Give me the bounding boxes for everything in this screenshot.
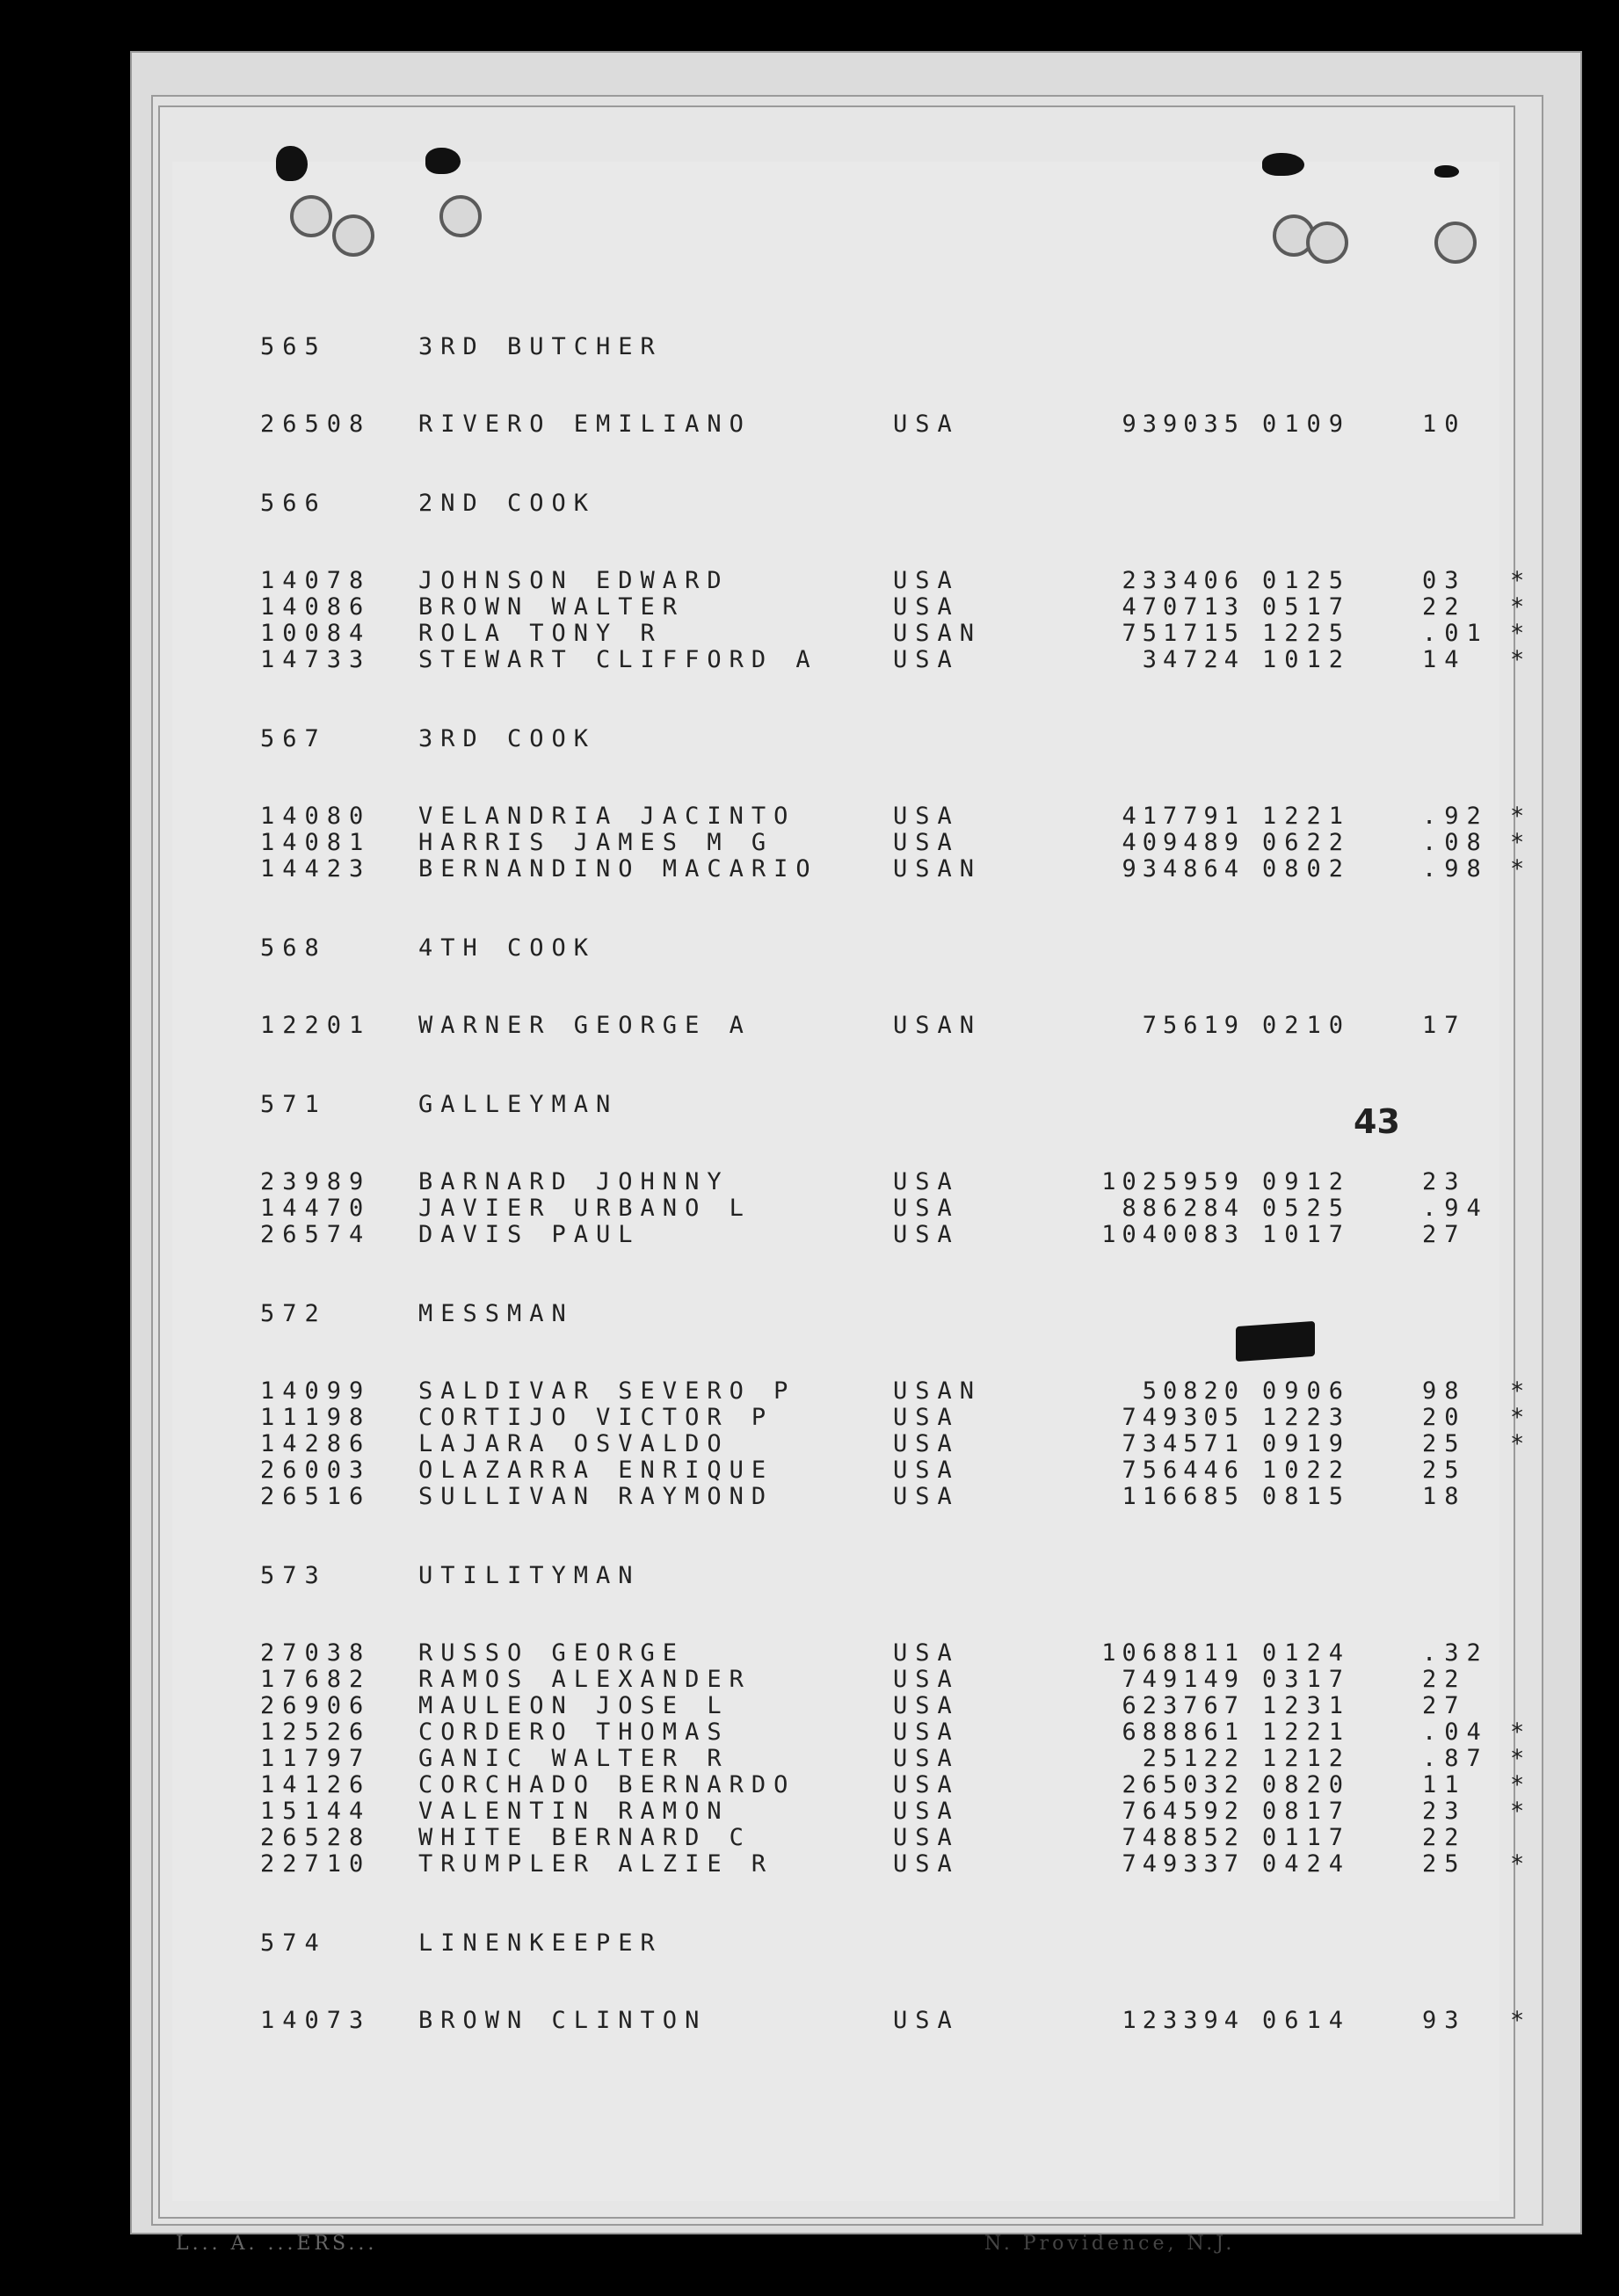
date-code: 0117	[1262, 1824, 1352, 1851]
document-number: 1068811	[1101, 1639, 1245, 1667]
crew-name: WHITE BERNARD C	[418, 1824, 751, 1851]
footer-stamp-right: N. Providence, N.J.	[984, 2233, 1236, 2255]
crew-id: 14126	[260, 1771, 372, 1798]
crew-name: LAJARA OSVALDO	[418, 1430, 730, 1457]
citizenship: USA	[893, 829, 960, 856]
citizenship: USAN	[893, 1377, 983, 1405]
section-code: 571	[260, 1091, 327, 1118]
value: 22	[1422, 593, 1467, 621]
punch-hole	[290, 195, 332, 237]
date-code: 0517	[1262, 593, 1352, 621]
flag-mark: *	[1510, 855, 1525, 883]
value: 23	[1422, 1168, 1467, 1195]
value: 18	[1422, 1483, 1467, 1510]
document-number: 265032	[1122, 1771, 1245, 1798]
document-number: 749337	[1122, 1850, 1245, 1878]
citizenship: USA	[893, 1771, 960, 1798]
crew-name: VALENTIN RAMON	[418, 1798, 730, 1825]
citizenship: USA	[893, 1692, 960, 1719]
crew-name: MAULEON JOSE L	[418, 1692, 730, 1719]
crew-id: 26574	[260, 1221, 372, 1248]
section-code: 565	[260, 333, 327, 360]
citizenship: USA	[893, 411, 960, 438]
section-title: LINENKEEPER	[418, 1929, 663, 1957]
crew-name: BERNANDINO MACARIO	[418, 855, 818, 883]
document-number: 470713	[1122, 593, 1245, 621]
flag-mark: *	[1510, 1718, 1525, 1746]
citizenship: USA	[893, 1798, 960, 1825]
value: 25	[1422, 1457, 1467, 1484]
ink-blot	[1434, 165, 1459, 178]
section-code: 574	[260, 1929, 327, 1957]
date-code: 0802	[1262, 855, 1352, 883]
value: 20	[1422, 1404, 1467, 1431]
value: .87	[1422, 1745, 1489, 1772]
value: .01	[1422, 620, 1489, 647]
citizenship: USA	[893, 1430, 960, 1457]
flag-mark: *	[1510, 1430, 1525, 1457]
punch-hole	[1306, 222, 1348, 264]
crew-id: 26528	[260, 1824, 372, 1851]
document-number: 75619	[1142, 1012, 1245, 1039]
section-title: 3RD BUTCHER	[418, 333, 663, 360]
citizenship: USA	[893, 1824, 960, 1851]
date-code: 0919	[1262, 1430, 1352, 1457]
date-code: 1223	[1262, 1404, 1352, 1431]
section-title: MESSMAN	[418, 1300, 574, 1327]
value: 25	[1422, 1430, 1467, 1457]
crew-name: VELANDRIA JACINTO	[418, 803, 796, 830]
document-number: 748852	[1122, 1824, 1245, 1851]
section-title: 3RD COOK	[418, 725, 597, 752]
crew-id: 26508	[260, 411, 372, 438]
citizenship: USA	[893, 1850, 960, 1878]
crew-name: STEWART CLIFFORD A	[418, 646, 818, 673]
citizenship: USA	[893, 1639, 960, 1667]
document-number: 25122	[1142, 1745, 1245, 1772]
crew-id: 10084	[260, 620, 372, 647]
footer-stamp-left: L... A. ...ERS...	[176, 2233, 378, 2255]
ink-blot	[276, 146, 308, 181]
document-number: 409489	[1122, 829, 1245, 856]
flag-mark: *	[1510, 1404, 1525, 1431]
date-code: 0820	[1262, 1771, 1352, 1798]
value: 27	[1422, 1692, 1467, 1719]
citizenship: USA	[893, 646, 960, 673]
crew-id: 14081	[260, 829, 372, 856]
citizenship: USA	[893, 1195, 960, 1222]
date-code: 0125	[1262, 567, 1352, 594]
flag-mark: *	[1510, 829, 1525, 856]
crew-name: SALDIVAR SEVERO P	[418, 1377, 796, 1405]
ink-blot	[425, 148, 461, 174]
value: 10	[1422, 411, 1467, 438]
flag-mark: *	[1510, 1377, 1525, 1405]
crew-id: 11198	[260, 1404, 372, 1431]
value: 03	[1422, 567, 1467, 594]
date-code: 0317	[1262, 1666, 1352, 1693]
document-number: 50820	[1142, 1377, 1245, 1405]
section-title: GALLEYMAN	[418, 1091, 619, 1118]
crew-id: 26003	[260, 1457, 372, 1484]
citizenship: USA	[893, 567, 960, 594]
crew-id: 26516	[260, 1483, 372, 1510]
date-code: 1221	[1262, 803, 1352, 830]
value: 22	[1422, 1824, 1467, 1851]
section-code: 573	[260, 1562, 327, 1589]
date-code: 0815	[1262, 1483, 1352, 1510]
document-number: 749149	[1122, 1666, 1245, 1693]
section-title: UTILITYMAN	[418, 1562, 641, 1589]
crew-name: RAMOS ALEXANDER	[418, 1666, 751, 1693]
value: .92	[1422, 803, 1489, 830]
date-code: 0109	[1262, 411, 1352, 438]
crew-name: TRUMPLER ALZIE R	[418, 1850, 774, 1878]
document-number: 939035	[1122, 411, 1245, 438]
section-code: 566	[260, 490, 327, 517]
crew-name: RIVERO EMILIANO	[418, 411, 751, 438]
value: .08	[1422, 829, 1489, 856]
date-code: 0210	[1262, 1012, 1352, 1039]
crew-id: 22710	[260, 1850, 372, 1878]
redaction-mark	[1236, 1321, 1315, 1362]
citizenship: USAN	[893, 620, 983, 647]
section-code: 572	[260, 1300, 327, 1327]
value: 17	[1422, 1012, 1467, 1039]
document-number: 749305	[1122, 1404, 1245, 1431]
crew-id: 26906	[260, 1692, 372, 1719]
value: 14	[1422, 646, 1467, 673]
value: .32	[1422, 1639, 1489, 1667]
flag-mark: *	[1510, 620, 1525, 647]
document-number: 886284	[1122, 1195, 1245, 1222]
document-number: 623767	[1122, 1692, 1245, 1719]
flag-mark: *	[1510, 1745, 1525, 1772]
citizenship: USA	[893, 2007, 960, 2034]
crew-id: 14099	[260, 1377, 372, 1405]
crew-name: BROWN CLINTON	[418, 2007, 708, 2034]
crew-id: 14733	[260, 646, 372, 673]
value: .04	[1422, 1718, 1489, 1746]
value: 27	[1422, 1221, 1467, 1248]
date-code: 1017	[1262, 1221, 1352, 1248]
citizenship: USA	[893, 1718, 960, 1746]
crew-name: OLAZARRA ENRIQUE	[418, 1457, 774, 1484]
section-code: 568	[260, 934, 327, 962]
document-number: 734571	[1122, 1430, 1245, 1457]
document-number: 934864	[1122, 855, 1245, 883]
page-number: 43	[1354, 1102, 1400, 1141]
document-number: 34724	[1142, 646, 1245, 673]
crew-name: BROWN WALTER	[418, 593, 686, 621]
citizenship: USA	[893, 1404, 960, 1431]
citizenship: USA	[893, 593, 960, 621]
crew-name: BARNARD JOHNNY	[418, 1168, 730, 1195]
crew-name: RUSSO GEORGE	[418, 1639, 686, 1667]
date-code: 0525	[1262, 1195, 1352, 1222]
citizenship: USA	[893, 803, 960, 830]
punch-hole	[332, 214, 374, 257]
citizenship: USAN	[893, 855, 983, 883]
crew-id: 12201	[260, 1012, 372, 1039]
value: 11	[1422, 1771, 1467, 1798]
value: .94	[1422, 1195, 1489, 1222]
value: 93	[1422, 2007, 1467, 2034]
crew-id: 14078	[260, 567, 372, 594]
crew-name: CORDERO THOMAS	[418, 1718, 730, 1746]
punch-hole	[439, 195, 482, 237]
flag-mark: *	[1510, 2007, 1525, 2034]
crew-name: DAVIS PAUL	[418, 1221, 641, 1248]
flag-mark: *	[1510, 1771, 1525, 1798]
crew-name: GANIC WALTER R	[418, 1745, 730, 1772]
flag-mark: *	[1510, 1850, 1525, 1878]
date-code: 1022	[1262, 1457, 1352, 1484]
date-code: 1225	[1262, 620, 1352, 647]
crew-id: 14286	[260, 1430, 372, 1457]
section-code: 567	[260, 725, 327, 752]
crew-id: 15144	[260, 1798, 372, 1825]
value: 22	[1422, 1666, 1467, 1693]
crew-id: 23989	[260, 1168, 372, 1195]
citizenship: USA	[893, 1745, 960, 1772]
document-number: 756446	[1122, 1457, 1245, 1484]
crew-name: JOHNSON EDWARD	[418, 567, 730, 594]
crew-id: 11797	[260, 1745, 372, 1772]
document-page	[172, 162, 1525, 2201]
citizenship: USA	[893, 1221, 960, 1248]
citizenship: USA	[893, 1666, 960, 1693]
flag-mark: *	[1510, 593, 1525, 621]
document-number: 123394	[1122, 2007, 1245, 2034]
crew-id: 14086	[260, 593, 372, 621]
date-code: 1231	[1262, 1692, 1352, 1719]
date-code: 1221	[1262, 1718, 1352, 1746]
value: 98	[1422, 1377, 1467, 1405]
crew-id: 27038	[260, 1639, 372, 1667]
section-title: 2ND COOK	[418, 490, 597, 517]
date-code: 0614	[1262, 2007, 1352, 2034]
citizenship: USA	[893, 1168, 960, 1195]
crew-name: JAVIER URBANO L	[418, 1195, 751, 1222]
crew-name: WARNER GEORGE A	[418, 1012, 751, 1039]
flag-mark: *	[1510, 803, 1525, 830]
crew-name: CORCHADO BERNARDO	[418, 1771, 796, 1798]
date-code: 0424	[1262, 1850, 1352, 1878]
value: 23	[1422, 1798, 1467, 1825]
document-number: 764592	[1122, 1798, 1245, 1825]
crew-id: 14080	[260, 803, 372, 830]
date-code: 0124	[1262, 1639, 1352, 1667]
date-code: 0622	[1262, 829, 1352, 856]
date-code: 0817	[1262, 1798, 1352, 1825]
document-number: 116685	[1122, 1483, 1245, 1510]
document-number: 751715	[1122, 620, 1245, 647]
crew-id: 12526	[260, 1718, 372, 1746]
date-code: 0906	[1262, 1377, 1352, 1405]
value: 25	[1422, 1850, 1467, 1878]
date-code: 1212	[1262, 1745, 1352, 1772]
document-number: 233406	[1122, 567, 1245, 594]
document-number: 417791	[1122, 803, 1245, 830]
crew-id: 14073	[260, 2007, 372, 2034]
crew-name: HARRIS JAMES M G	[418, 829, 774, 856]
flag-mark: *	[1510, 1798, 1525, 1825]
document-number: 1040083	[1101, 1221, 1245, 1248]
section-title: 4TH COOK	[418, 934, 597, 962]
crew-id: 17682	[260, 1666, 372, 1693]
crew-name: ROLA TONY R	[418, 620, 663, 647]
crew-name: SULLIVAN RAYMOND	[418, 1483, 774, 1510]
document-number: 1025959	[1101, 1168, 1245, 1195]
flag-mark: *	[1510, 567, 1525, 594]
ink-blot	[1262, 153, 1304, 176]
punch-hole	[1434, 222, 1477, 264]
value: .98	[1422, 855, 1489, 883]
crew-id: 14470	[260, 1195, 372, 1222]
date-code: 0912	[1262, 1168, 1352, 1195]
flag-mark: *	[1510, 646, 1525, 673]
document-number: 688861	[1122, 1718, 1245, 1746]
crew-name: CORTIJO VICTOR P	[418, 1404, 774, 1431]
citizenship: USA	[893, 1483, 960, 1510]
citizenship: USAN	[893, 1012, 983, 1039]
crew-id: 14423	[260, 855, 372, 883]
citizenship: USA	[893, 1457, 960, 1484]
date-code: 1012	[1262, 646, 1352, 673]
